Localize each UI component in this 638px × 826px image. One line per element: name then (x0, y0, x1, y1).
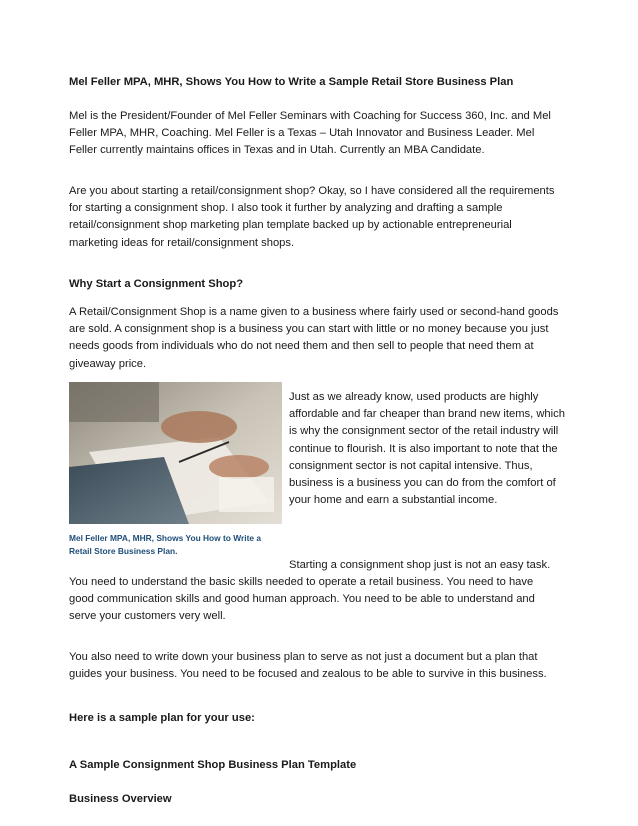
consignment-intro-paragraph: Are you about starting a retail/consignment shop? Okay, so I have considered all the requirements for starting a consignment shop. I also took it further by analyzing and drafting a sample retail/consignment shop marketing plan template backed up by actionable entrepreneurial marketing ideas for retail/consignment shops. (69, 185, 555, 249)
starting-shop-lead: Starting a consignment shop just is not an easy task. (289, 559, 551, 571)
document-title: Mel Feller MPA, MHR, Shows You How to Write a Sample Retail Store Business Plan (69, 76, 514, 88)
business-plan-photo (69, 382, 282, 524)
business-plan-paragraph: You also need to write down your business plan to serve as not just a document but a plan that guides your business. You need to be focused and zealous to be able to survive in this business. (69, 651, 547, 681)
intro-paragraph: Mel is the President/Founder of Mel Feller Seminars with Coaching for Success 360, Inc. and Mel Feller MPA, MHR, Coaching. Mel Feller is a Texas – Utah Innovator and Business Leader. Mel Feller currently maintains offices in Texas and in Utah. Currently an MBA Candidate. (69, 110, 551, 157)
skills-paragraph: You need to understand the basic skills needed to operate a retail business. You need to have good communication skills and good human approach. You need to be able to understand and serve your customers very well. (69, 576, 535, 623)
definition-paragraph: A Retail/Consignment Shop is a name given to a business where fairly used or second-hand goods are sold. A consignment shop is a business you can start with little or no money because you just needs goods from individuals who do not need them and then sell to people that need them at giveaway price. (69, 306, 559, 370)
why-start-heading: Why Start a Consignment Shop? (69, 278, 244, 290)
photo-illustration (69, 382, 282, 524)
photo-caption: Mel Feller MPA, MHR, Shows You How to Write a Retail Store Business Plan. (69, 533, 262, 556)
affordability-paragraph: Just as we already know, used products are highly affordable and far cheaper than brand new items, which is why the consignment sector of the retail industry will continue to flourish. It is also important to note that the consignment sector is not capital intensive. Thus, business is a business you can do from the comfort of your home and earn a substantial income. (289, 391, 565, 507)
business-overview-heading: Business Overview (69, 793, 172, 805)
template-heading: A Sample Consignment Shop Business Plan Template (69, 759, 357, 771)
sample-plan-heading: Here is a sample plan for your use: (69, 712, 255, 724)
